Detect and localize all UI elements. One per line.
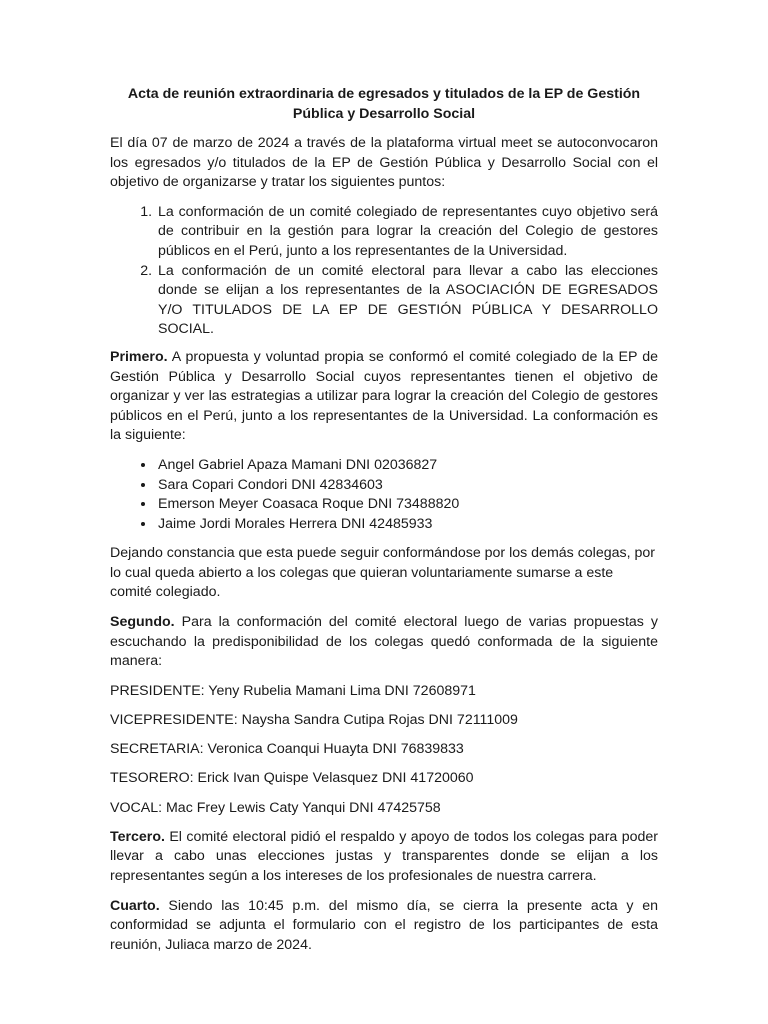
title-line-1: Acta de reunión extraordinaria de egresados y titulados de la EP de Gestión xyxy=(127,86,641,102)
cuarto-paragraph xyxy=(110,897,658,956)
primero-paragraph xyxy=(110,348,658,446)
electoral-committee xyxy=(110,682,658,818)
agenda-list xyxy=(110,203,658,340)
committee-role: VOCAL: Mac Frey Lewis Caty Yanqui DNI 47425758 xyxy=(110,799,441,816)
primero-label: Primero. xyxy=(110,348,168,365)
agenda-item: 2. La conformación de un comité electoral para llevar a cabo las elecciones donde se elijan a los representantes de la ASOCIACIÓN DE EGRESADOS Y/O TITULADOS DE LA EP DE GESTIÓN PÚBLICA Y DESARROLLO SOCIAL. xyxy=(156,262,658,340)
member-item: • Emerson Meyer Coasaca Roque DNI 73488820 xyxy=(156,495,658,515)
primero-text: A propuesta y voluntad propia se conformó el comité colegiado de la EP de Gestión Pública y Desarrollo Social cuyos representantes tienen el objetivo de organizar y ver las estrategias a utilizar para lograr la creación del Colegio de gestores públicos en el Perú, junto a los representantes de la Universidad. La conformación es la siguiente: xyxy=(110,348,658,444)
segundo-text: Para la conformación del comité electoral luego de varias propuestas y escuchando la predisponibilidad de los colegas quedó conformada de la siguiente manera: xyxy=(110,614,658,670)
tercero-paragraph xyxy=(110,828,658,887)
tercero-text: El comité electoral pidió el respaldo y apoyo de todos los colegas para poder llevar a cabo unas elecciones justas y transparentes donde se elijan a los representantes según a los intereses de los profesionales de nuestra carrera. xyxy=(110,828,658,884)
title-line-2: Pública y Desarrollo Social xyxy=(292,106,476,122)
member-item: • Angel Gabriel Apaza Mamani DNI 02036827 xyxy=(156,456,658,476)
committee-role: SECRETARIA: Veronica Coanqui Huayta DNI 76839833 xyxy=(110,741,464,758)
committee-role: VICEPRESIDENTE: Naysha Sandra Cutipa Rojas DNI 72111009 xyxy=(110,712,518,729)
members-list xyxy=(110,456,658,534)
member-item: • Sara Copari Condori DNI 42834603 xyxy=(156,476,658,496)
segundo-paragraph xyxy=(110,613,658,672)
intro-paragraph: El día 07 de marzo de 2024 a través de la plataforma virtual meet se autoconvocaron los egresados y/o titulados de la EP de Gestión Pública y Desarrollo Social con el objetivo de organizarse y tratar los siguientes puntos: xyxy=(110,135,658,191)
committee-role: TESORERO: Erick Ivan Quispe Velasquez DNI 41720060 xyxy=(110,770,474,787)
cuarto-text: Siendo las 10:45 p.m. del mismo día, se cierra la presente acta y en conformidad se adjunta el formulario con el registro de los participantes de esta reunión, Juliaca marzo de 2024. xyxy=(110,897,658,953)
member-item: • Jaime Jordi Morales Herrera DNI 42485933 xyxy=(156,515,658,535)
committee-role: PRESIDENTE: Yeny Rubelia Mamani Lima DNI 72608971 xyxy=(110,682,476,699)
tercero-label: Tercero. xyxy=(110,828,165,845)
segundo-label: Segundo. xyxy=(110,614,175,631)
document-title xyxy=(110,84,658,124)
cuarto-label: Cuarto. xyxy=(110,897,160,914)
agenda-item: 1. La conformación de un comité colegiado de representantes cuyo objetivo será de contribuir en la gestión para lograr la creación del Colegio de gestores públicos en el Perú, junto a los representantes de la Universidad. xyxy=(156,203,658,262)
constancia-paragraph: Dejando constancia que esta puede seguir conformándose por los demás colegas, por lo cual queda abierto a los colegas que quieran voluntariamente sumarse a este comité colegiado. xyxy=(110,545,655,601)
